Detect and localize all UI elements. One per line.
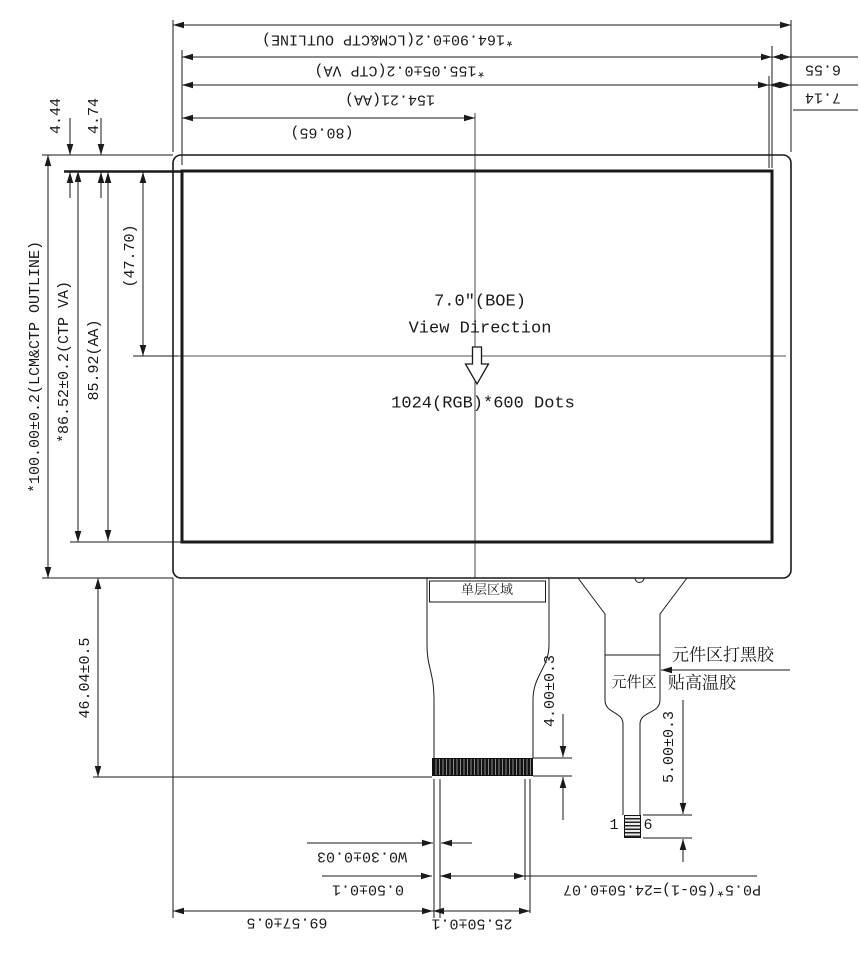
dim-aa-width-label: 154.21(AA) <box>344 90 436 108</box>
dim-fpc-width-label: 25.50±0.1 <box>431 914 513 932</box>
dim-stiffener-height-label: 4.00±0.3 <box>541 654 559 728</box>
dim-center-offset-h-label: (80.65) <box>290 123 354 141</box>
pin-1-label: 1 <box>609 816 619 834</box>
fpc-ctp-note-line2: 贴高温胶 <box>668 673 736 694</box>
panel-size-label: 7.0″(BOE) <box>434 292 526 312</box>
ctp-tail-connector <box>624 815 641 838</box>
fpc-ctp-component-area-label: 元件区 <box>611 672 657 691</box>
dim-aa-right-margin-label: 7.14 <box>804 88 842 106</box>
dim-fpc-length-label: 46.04±0.5 <box>76 637 94 719</box>
dim-aa-height-label: 85.92(AA) <box>85 319 103 401</box>
pin-6-label: 6 <box>643 816 653 834</box>
dim-aa-top-margin-label: 4.74 <box>85 97 103 135</box>
dim-tail-length-label: 5.00±0.3 <box>660 710 678 784</box>
dim-finger-margin-label: 0.50±0.1 <box>331 880 405 898</box>
dim-va-right-margin-label: 6.55 <box>804 60 842 78</box>
gold-finger-contact-band <box>432 758 533 776</box>
ext-lines-stiffener <box>533 758 572 776</box>
fpc-main-outline <box>427 578 549 758</box>
view-direction-label: View Direction <box>408 319 552 339</box>
dim-center-offset-v-label: (47.70) <box>121 224 139 288</box>
dim-finger-width-label: W0.30±0.03 <box>316 847 408 865</box>
fpc-main-layer-label: 单层区域 <box>460 582 514 598</box>
dim-va-height-label: *86.52±0.2(CTP VA) <box>55 280 73 444</box>
resolution-label: 1024(RGB)*600 Dots <box>391 394 575 414</box>
dim-va-width-label: *155.05±0.2(CTP VA) <box>314 61 486 79</box>
fpc-ctp-note-line1: 元件区打黑胶 <box>672 645 774 666</box>
dim-outline-height-label: *100.00±0.2(LCM&CTP OUTLINE) <box>26 240 44 494</box>
dim-va-top-margin-label: 4.44 <box>47 97 65 135</box>
ext-lines-bottom <box>93 578 530 918</box>
dim-fpc-offset-label: 69.57±0.5 <box>246 913 328 931</box>
dim-pin-pitch-label: P0.5*(50-1)=24.50±0.07 <box>562 880 762 898</box>
dim-outline-width-label: *164.90±0.2(LCM&CTP OUTLINE) <box>261 30 515 48</box>
view-direction-arrow-icon <box>466 347 489 384</box>
